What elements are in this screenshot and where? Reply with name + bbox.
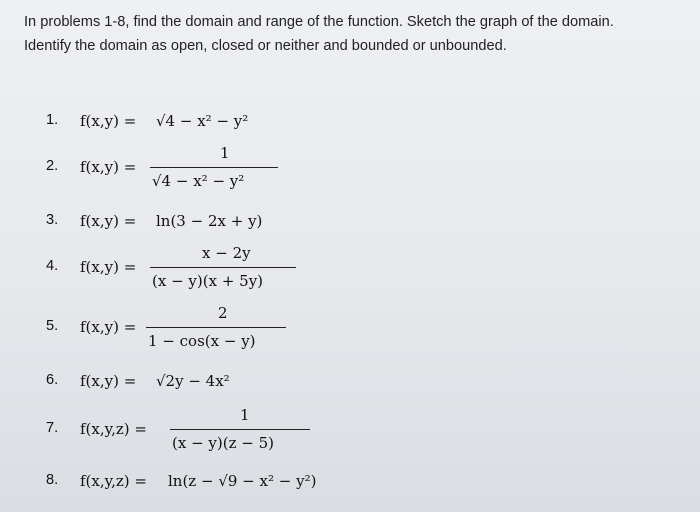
function-lhs: f(x,y) = [80, 112, 137, 130]
instructions-line-1: In problems 1-8, find the domain and range of the function. Sketch the graph of the domain. [24, 14, 614, 30]
problem-number: 1. [46, 112, 59, 128]
fraction-numerator: 1 [240, 406, 250, 424]
problem-number: 2. [46, 158, 59, 174]
function-rhs: ln(3 − 2x + y) [156, 212, 263, 230]
fraction-denominator: (x − y)(x + 5y) [152, 272, 264, 290]
fraction-denominator: 1 − cos(x − y) [148, 332, 256, 350]
fraction-bar [150, 167, 278, 168]
fraction-numerator: 2 [218, 304, 228, 322]
problem-number: 6. [46, 372, 59, 388]
function-lhs: f(x,y,z) = [80, 420, 147, 438]
problem-number: 8. [46, 472, 59, 488]
problem-number: 5. [46, 318, 59, 334]
problem-number: 7. [46, 420, 59, 436]
fraction-numerator: x − 2y [202, 244, 251, 262]
instructions [24, 10, 689, 58]
fraction-bar [170, 429, 310, 430]
problem-number: 4. [46, 258, 59, 274]
function-lhs: f(x,y) = [80, 258, 137, 276]
function-lhs: f(x,y,z) = [80, 472, 147, 490]
fraction-denominator: √4 − x² − y² [152, 172, 245, 190]
function-rhs: √4 − x² − y² [156, 112, 249, 130]
function-lhs: f(x,y) = [80, 158, 137, 176]
function-lhs: f(x,y) = [80, 372, 137, 390]
function-lhs: f(x,y) = [80, 212, 137, 230]
fraction-denominator: (x − y)(z − 5) [172, 434, 274, 452]
problem-number: 3. [46, 212, 59, 228]
function-rhs: √2y − 4x² [156, 372, 230, 390]
fraction-bar [146, 327, 286, 328]
fraction-bar [150, 267, 296, 268]
instructions-line-2: Identify the domain as open, closed or neither and bounded or unbounded. [24, 38, 507, 54]
function-rhs: ln(z − √9 − x² − y²) [168, 472, 317, 490]
fraction-numerator: 1 [220, 144, 230, 162]
function-lhs: f(x,y) = [80, 318, 137, 336]
